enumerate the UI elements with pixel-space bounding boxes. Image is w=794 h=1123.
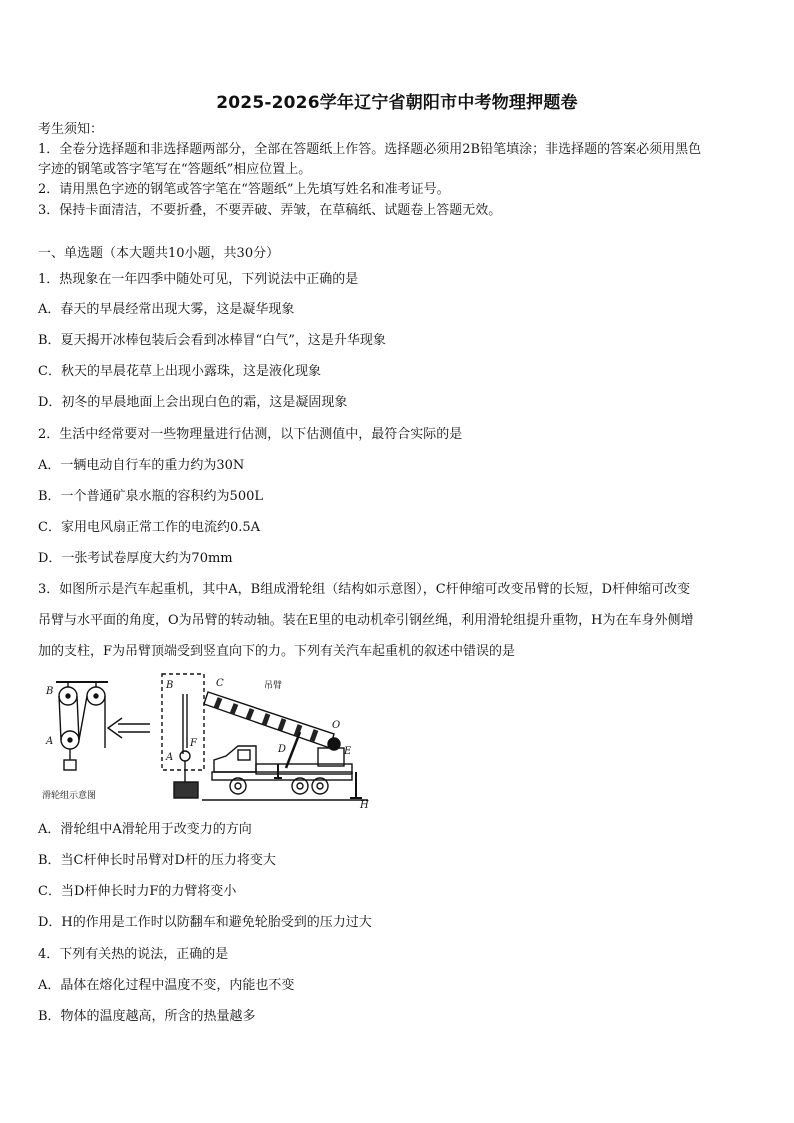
fig-label-o: O [332,720,341,731]
q1-option-d: D．初冬的早晨地面上会出现白色的霜，这是凝固现象 [38,395,348,410]
q1-option-c: C．秋天的早晨花草上出现小露珠，这是液化现象 [38,364,321,379]
fig-label-e: E [344,746,352,757]
q3-stem-line-1: 3．如图所示是汽车起重机，其中A，B组成滑轮组（结构如示意图），C杆伸缩可改变吊臂的长短，D杆伸缩可改变 [38,582,691,597]
q1-option-b: B．夏天揭开冰棒包装后会看到冰棒冒“白气”，这是升华现象 [38,333,386,348]
q3-option-d: D．H的作用是工作时以防翻车和避免轮胎受到的压力过大 [38,915,372,930]
q4-option-a: A．晶体在熔化过程中温度不变，内能也不变 [38,978,295,993]
fig-boom-label: 吊臂 [264,681,283,691]
fig-label-a-box: A [166,752,174,763]
q4-option-b: B．物体的温度越高，所含的热量越多 [38,1009,256,1024]
q1-stem: 1．热现象在一年四季中随处可见，下列说法中正确的是 [38,272,359,287]
q2-option-c: C．家用电风扇正常工作的电流约0.5A [38,520,261,535]
notice-item-3: 3．保持卡面清洁，不要折叠，不要弄破、弄皱，在草稿纸、试题卷上答题无效。 [38,203,502,218]
q1-option-a: A．春天的早晨经常出现大雾，这是凝华现象 [38,302,295,317]
q3-option-a: A．滑轮组中A滑轮用于改变力的方向 [38,822,252,837]
q3-option-b: B．当C杆伸长时吊臂对D杆的压力将变大 [38,853,276,868]
notice-item-2: 2．请用黑色字迹的钢笔或答字笔在“答题纸”上先填写姓名和准考证号。 [38,182,450,197]
fig-label-b: B [46,686,54,697]
fig-label-f: F [190,738,197,749]
q3-stem-line-2: 吊臂与水平面的角度，O为吊臂的转动轴。装在E里的电动机牵引钢丝绳，利用滑轮组提升重物，H为在车身外侧增 [38,613,694,628]
section-heading: 一、单选题（本大题共10小题，共30分） [38,246,280,261]
fig-label-b-box: B [166,680,174,691]
fig-caption: 滑轮组示意图 [42,791,97,801]
crane-figure [38,668,378,810]
fig-label-h: H [360,800,369,810]
q3-option-c: C．当D杆伸长时力F的力臂将变小 [38,884,237,899]
notice-item-1: 1．全卷分选择题和非选择题两部分，全部在答题纸上作答。选择题必须用2B铅笔填涂；非选择题的答案必须用黑色 [38,142,702,157]
notice-item-1-cont: 字迹的钢笔或答字笔写在“答题纸”相应位置上。 [38,162,312,177]
q2-option-a: A．一辆电动自行车的重力约为30N [38,458,245,473]
q2-option-d: D．一张考试卷厚度大约为70mm [38,551,233,566]
q3-stem-line-3: 加的支柱，F为吊臂顶端受到竖直向下的力。下列有关汽车起重机的叙述中错误的是 [38,644,516,659]
q4-stem: 4．下列有关热的说法，正确的是 [38,947,229,962]
fig-label-c: C [216,678,224,689]
notice-heading: 考生须知： [38,122,104,137]
q2-stem: 2．生活中经常要对一些物理量进行估测，以下估测值中，最符合实际的是 [38,427,463,442]
fig-label-d: D [278,744,287,755]
page-title: 2025-2026学年辽宁省朝阳市中考物理押题卷 [216,93,578,113]
fig-label-a: A [46,736,54,747]
q2-option-b: B．一个普通矿泉水瓶的容积约为500L [38,489,263,504]
